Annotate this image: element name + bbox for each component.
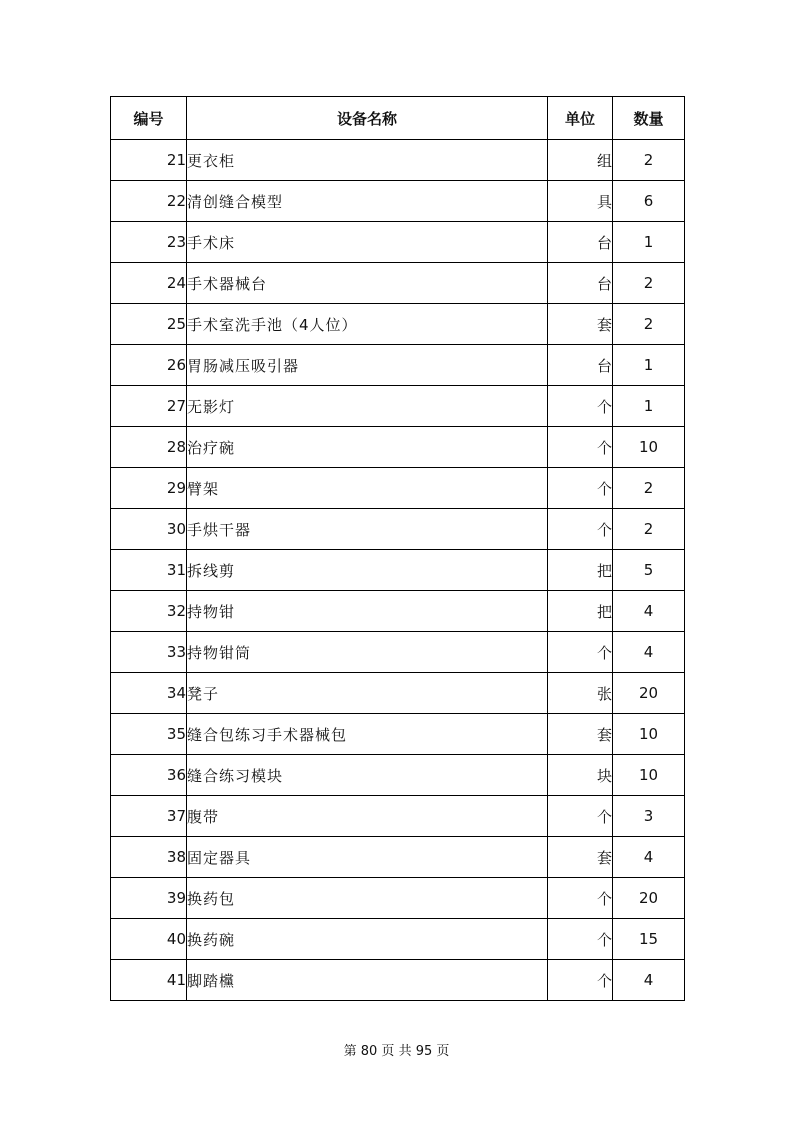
row-unit: 张 bbox=[548, 673, 613, 714]
equipment-table bbox=[110, 96, 685, 1001]
table-row bbox=[111, 222, 685, 263]
row-number: 37 bbox=[111, 796, 187, 837]
table-row bbox=[111, 181, 685, 222]
table-row bbox=[111, 755, 685, 796]
row-equipment-name: 持物钳 bbox=[187, 591, 548, 632]
row-unit: 个 bbox=[548, 878, 613, 919]
row-unit: 个 bbox=[548, 960, 613, 1001]
row-equipment-name: 手术器械台 bbox=[187, 263, 548, 304]
row-number: 39 bbox=[111, 878, 187, 919]
table-row bbox=[111, 591, 685, 632]
row-number: 35 bbox=[111, 714, 187, 755]
row-quantity: 10 bbox=[613, 714, 685, 755]
row-quantity: 1 bbox=[613, 386, 685, 427]
row-unit: 具 bbox=[548, 181, 613, 222]
table-body bbox=[111, 140, 685, 1001]
row-unit: 组 bbox=[548, 140, 613, 181]
row-number: 34 bbox=[111, 673, 187, 714]
table-row bbox=[111, 386, 685, 427]
row-quantity: 2 bbox=[613, 263, 685, 304]
row-number: 31 bbox=[111, 550, 187, 591]
row-unit: 台 bbox=[548, 263, 613, 304]
table-row bbox=[111, 427, 685, 468]
header-equipment-name: 设备名称 bbox=[187, 97, 548, 140]
row-unit: 套 bbox=[548, 714, 613, 755]
row-unit: 块 bbox=[548, 755, 613, 796]
row-equipment-name: 臂架 bbox=[187, 468, 548, 509]
row-number: 22 bbox=[111, 181, 187, 222]
row-quantity: 3 bbox=[613, 796, 685, 837]
row-unit: 台 bbox=[548, 222, 613, 263]
row-unit: 个 bbox=[548, 919, 613, 960]
row-equipment-name: 胃肠减压吸引器 bbox=[187, 345, 548, 386]
table-row bbox=[111, 960, 685, 1001]
row-quantity: 2 bbox=[613, 304, 685, 345]
row-equipment-name: 缝合练习模块 bbox=[187, 755, 548, 796]
table-row bbox=[111, 304, 685, 345]
row-equipment-name: 持物钳筒 bbox=[187, 632, 548, 673]
header-quantity: 数量 bbox=[613, 97, 685, 140]
row-quantity: 20 bbox=[613, 878, 685, 919]
row-number: 28 bbox=[111, 427, 187, 468]
row-equipment-name: 清创缝合模型 bbox=[187, 181, 548, 222]
row-equipment-name: 换药包 bbox=[187, 878, 548, 919]
row-number: 25 bbox=[111, 304, 187, 345]
row-unit: 把 bbox=[548, 550, 613, 591]
row-quantity: 2 bbox=[613, 468, 685, 509]
row-unit: 台 bbox=[548, 345, 613, 386]
row-equipment-name: 无影灯 bbox=[187, 386, 548, 427]
row-unit: 个 bbox=[548, 796, 613, 837]
row-number: 36 bbox=[111, 755, 187, 796]
row-number: 21 bbox=[111, 140, 187, 181]
row-equipment-name: 凳子 bbox=[187, 673, 548, 714]
row-quantity: 1 bbox=[613, 222, 685, 263]
row-number: 38 bbox=[111, 837, 187, 878]
row-unit: 个 bbox=[548, 632, 613, 673]
row-quantity: 2 bbox=[613, 140, 685, 181]
row-number: 32 bbox=[111, 591, 187, 632]
row-quantity: 4 bbox=[613, 837, 685, 878]
header-unit: 单位 bbox=[548, 97, 613, 140]
row-quantity: 15 bbox=[613, 919, 685, 960]
row-equipment-name: 更衣柜 bbox=[187, 140, 548, 181]
row-quantity: 4 bbox=[613, 960, 685, 1001]
row-equipment-name: 拆线剪 bbox=[187, 550, 548, 591]
row-quantity: 10 bbox=[613, 427, 685, 468]
row-equipment-name: 脚踏欓 bbox=[187, 960, 548, 1001]
table-row bbox=[111, 919, 685, 960]
row-unit: 个 bbox=[548, 468, 613, 509]
row-number: 29 bbox=[111, 468, 187, 509]
table-row bbox=[111, 468, 685, 509]
table-row bbox=[111, 345, 685, 386]
row-quantity: 5 bbox=[613, 550, 685, 591]
row-equipment-name: 腹带 bbox=[187, 796, 548, 837]
row-equipment-name: 手术床 bbox=[187, 222, 548, 263]
row-number: 27 bbox=[111, 386, 187, 427]
row-equipment-name: 治疗碗 bbox=[187, 427, 548, 468]
row-unit: 把 bbox=[548, 591, 613, 632]
table-row bbox=[111, 714, 685, 755]
row-quantity: 10 bbox=[613, 755, 685, 796]
row-unit: 套 bbox=[548, 837, 613, 878]
row-quantity: 4 bbox=[613, 632, 685, 673]
table-row bbox=[111, 550, 685, 591]
row-equipment-name: 固定器具 bbox=[187, 837, 548, 878]
page-number-footer: 第 80 页 共 95 页 bbox=[343, 1044, 450, 1059]
table-row bbox=[111, 263, 685, 304]
row-number: 30 bbox=[111, 509, 187, 550]
row-number: 33 bbox=[111, 632, 187, 673]
row-equipment-name: 换药碗 bbox=[187, 919, 548, 960]
table-row bbox=[111, 509, 685, 550]
table-row bbox=[111, 673, 685, 714]
row-number: 23 bbox=[111, 222, 187, 263]
table-row bbox=[111, 632, 685, 673]
row-number: 40 bbox=[111, 919, 187, 960]
row-quantity: 4 bbox=[613, 591, 685, 632]
table-header-row bbox=[111, 97, 685, 140]
row-unit: 个 bbox=[548, 509, 613, 550]
row-equipment-name: 手烘干器 bbox=[187, 509, 548, 550]
table-row bbox=[111, 796, 685, 837]
row-equipment-name: 手术室洗手池（4人位） bbox=[187, 304, 548, 345]
row-equipment-name: 缝合包练习手术器械包 bbox=[187, 714, 548, 755]
header-number: 编号 bbox=[111, 97, 187, 140]
row-number: 26 bbox=[111, 345, 187, 386]
row-number: 24 bbox=[111, 263, 187, 304]
table-row bbox=[111, 140, 685, 181]
row-unit: 个 bbox=[548, 386, 613, 427]
row-number: 41 bbox=[111, 960, 187, 1001]
row-quantity: 20 bbox=[613, 673, 685, 714]
row-quantity: 2 bbox=[613, 509, 685, 550]
row-quantity: 6 bbox=[613, 181, 685, 222]
row-unit: 个 bbox=[548, 427, 613, 468]
row-quantity: 1 bbox=[613, 345, 685, 386]
table-row bbox=[111, 878, 685, 919]
table-row bbox=[111, 837, 685, 878]
row-unit: 套 bbox=[548, 304, 613, 345]
